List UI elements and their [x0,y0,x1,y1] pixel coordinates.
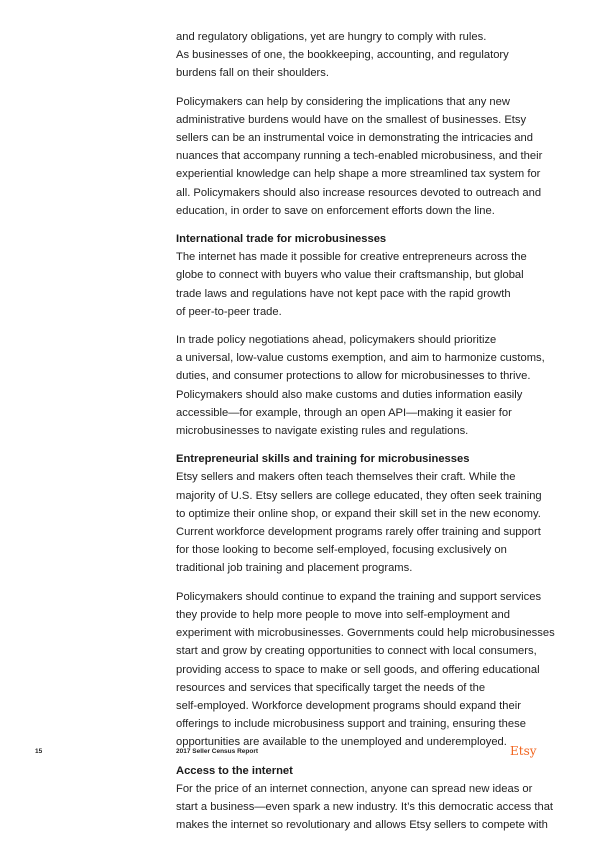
text-line: traditional job training and placement programs. [176,562,413,575]
text-line: As businesses of one, the bookkeeping, accounting, and regulatory [176,49,509,62]
text-line: Policymakers can help by considering the implications that any new [176,95,510,108]
paragraph [176,248,527,321]
text-line: nuances that accompany running a tech-enabled microbusiness, and their [176,150,543,163]
text-line: of peer-to-peer trade. [176,305,282,318]
page-number: 15 [35,748,43,755]
text-line: accessible—for example, through an open API—making it easier for [176,406,512,419]
text-line: all. Policymakers should also increase resources devoted to outreach and [176,186,542,199]
text-line: For the price of an internet connection, anyone can spread new ideas or [176,782,533,795]
text-line: trade laws and regulations have not kept pace with the rapid growth [176,287,511,300]
text-line: self-employed. Workforce development programs should expand their [176,699,521,712]
text-line: In trade policy negotiations ahead, policymakers should prioritize [176,334,497,347]
text-line: sellers can be an instrumental voice in demonstrating the intricacies and [176,132,533,145]
text-line: start a business—even spark a new industry. It’s this democratic access that [176,800,554,813]
etsy-logo: Etsy [510,744,537,758]
text-line: education, in order to save on enforcement efforts down the line. [176,204,495,217]
section-heading: Access to the internet [176,764,293,777]
text-line: they provide to help more people to move into self-employment and [176,608,510,621]
page-footer [0,744,600,764]
text-line: offerings to include microbusiness support and training, ensuring these [176,718,526,731]
paragraph [176,28,520,83]
text-line: majority of U.S. Etsy sellers are college educated, they often seek training [176,489,542,502]
text-line: administrative burdens would have on the smallest of businesses. Etsy [176,113,527,126]
text-line: duties, and consumer protections to allow for microbusinesses to thrive. [176,370,531,383]
text-line: The internet has made it possible for creative entrepreneurs across the [176,251,527,264]
text-line: opportunities are available to the unemployed and underemployed. [176,736,507,749]
section-international-trade [176,230,545,440]
text-line: burdens fall on their shoulders. [176,67,329,80]
text-line: and regulatory obligations, yet are hungry to comply with rules. [176,31,487,43]
paragraph [176,780,554,835]
text-line: Etsy sellers and makers often teach themselves their craft. While the [176,471,516,484]
text-line: makes the internet so revolutionary and allows Etsy sellers to compete with [176,819,548,832]
text-line: globe to connect with buyers who value their craftsmanship, but global [176,269,524,282]
text-line: to optimize their online shop, or expand their skill set in the new economy. [176,507,541,520]
text-line: Policymakers should also make customs and duties information easily [176,388,523,401]
paragraph [176,93,543,220]
section-heading: Entrepreneurial skills and training for microbusinesses [176,453,470,466]
section-internet-access [176,762,554,835]
text-line: start and grow by creating opportunities to connect with local consumers, [176,645,537,658]
text-line: experiment with microbusinesses. Governments could help microbusinesses [176,627,555,640]
document-body [176,28,555,844]
text-line: experiential knowledge can help shape a more streamlined tax system for [176,168,541,181]
paragraph [176,468,542,577]
text-line: resources and services that specifically target the needs of the [176,681,486,694]
text-line: a universal, low-value customs exemption, and aim to harmonize customs, [176,352,545,365]
text-line: microbusinesses to navigate existing rules and regulations. [176,425,469,438]
text-line: for those looking to become self-employed, focusing exclusively on [176,544,507,557]
text-line: Current workforce development programs rarely offer training and support [176,526,541,539]
text-line: providing access to space to make or sell goods, and offering educational [176,663,540,676]
paragraph [176,331,545,440]
section-heading: International trade for microbusinesses [176,233,387,246]
text-line: Policymakers should continue to expand the training and support services [176,590,542,603]
section-entrepreneurial-skills [176,450,555,751]
report-title: 2017 Seller Census Report [176,748,259,755]
